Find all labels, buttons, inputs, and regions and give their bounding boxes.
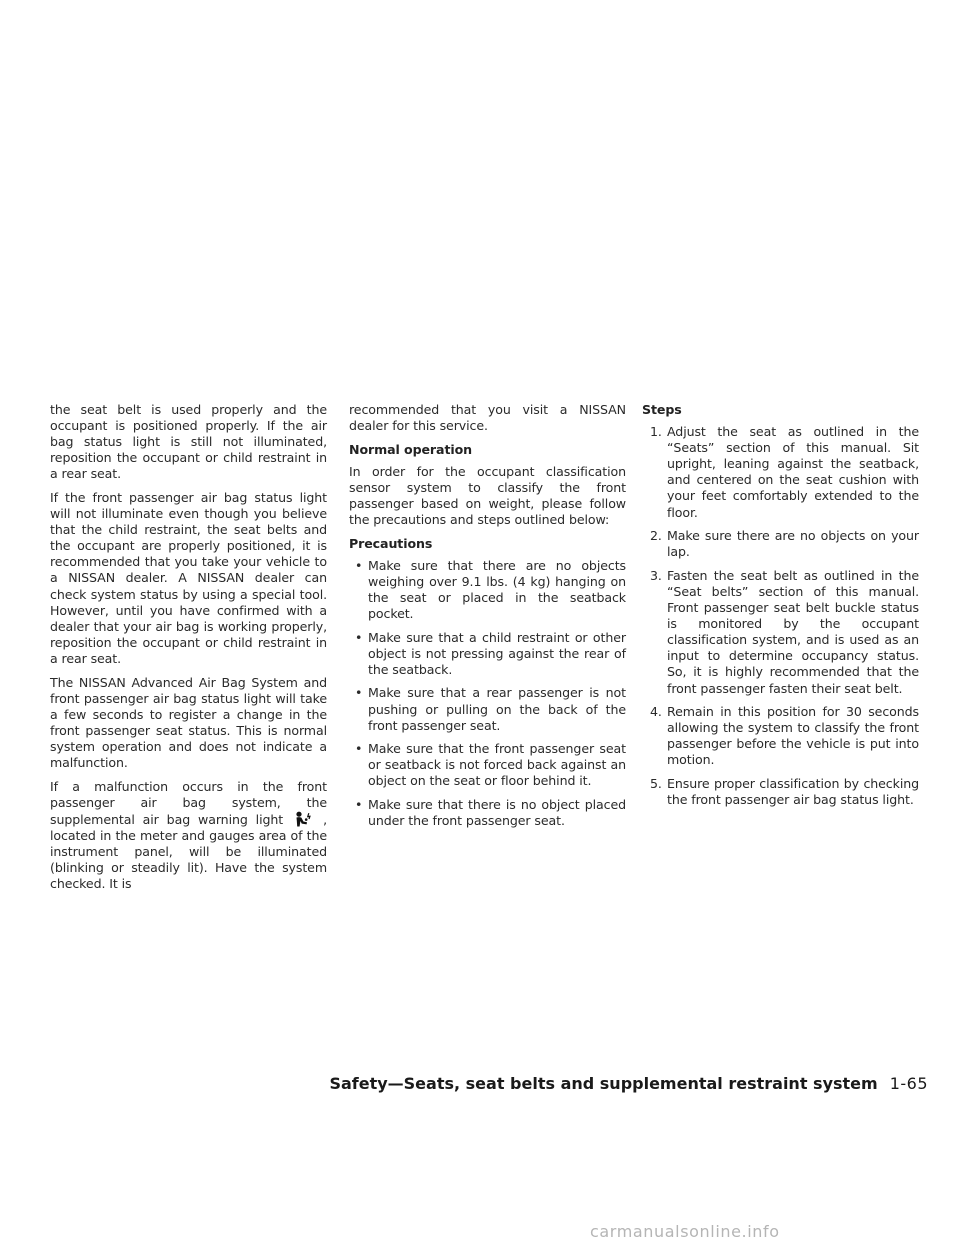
paragraph: recommended that you visit a NISSAN dealer for this service. bbox=[349, 402, 626, 434]
step-text: Adjust the seat as outlined in the “Seats” section of this manual. Sit upright, leaning against the seatback, and centered on the seat cushion with your feet comfortably extended to the floor. bbox=[667, 424, 919, 520]
list-item bbox=[349, 685, 626, 733]
paragraph: If the front passenger air bag status light will not illuminate even though you believe that the child restraint, the seat belts and the occupant are properly positioned, it is recommended that you take your vehicle to a NISSAN dealer. A NISSAN dealer can check system status by using a special tool. However, until you have confirmed with a dealer that your air bag is working properly, reposition the occupant or child restraint in a rear seat. bbox=[50, 489, 327, 666]
page-footer bbox=[329, 1074, 928, 1093]
step-item bbox=[642, 776, 919, 808]
step-number: 5. bbox=[650, 775, 662, 791]
list-item-text: Make sure that a rear passenger is not pushing or pulling on the back of the front passenger seat. bbox=[368, 685, 626, 733]
airbag-warning-icon bbox=[293, 811, 315, 827]
step-number: 4. bbox=[650, 704, 662, 720]
list-item-text: Make sure that there are no objects weighing over 9.1 lbs. (4 kg) hanging on the seat or placed in the seatback pocket. bbox=[368, 557, 626, 622]
step-item bbox=[642, 704, 919, 768]
bullet-icon: • bbox=[355, 629, 363, 645]
step-text: Fasten the seat belt as outlined in the “Seat belts” section of this manual. Front passenger seat belt buckle status is monitored by the occupant classification system, and is used as an input to determine occupancy status. So, it is highly recommended that the front passenger fasten their seat belt. bbox=[667, 567, 919, 696]
bullet-icon: • bbox=[355, 557, 363, 573]
precautions-heading: Precautions bbox=[349, 535, 433, 551]
bullet-icon: • bbox=[355, 796, 363, 812]
steps-heading: Steps bbox=[642, 402, 682, 417]
malfunction-paragraph bbox=[50, 779, 327, 893]
paragraph: the seat belt is used properly and the occupant is positioned properly. If the air bag status light is still not illuminated, reposition the occupant or child restraint in a rear seat. bbox=[50, 402, 327, 482]
column-1 bbox=[50, 402, 327, 900]
paragraph: The NISSAN Advanced Air Bag System and front passenger air bag status light will take a few seconds to register a change in the front passenger seat status. This is normal system operation and does not indicate a malfunction. bbox=[50, 674, 327, 770]
list-item-text: Make sure that there is no object placed under the front passenger seat. bbox=[368, 796, 626, 829]
column-2 bbox=[349, 402, 626, 837]
list-item bbox=[349, 630, 626, 678]
paragraph-text: If a malfunction occurs in the front passenger air bag system, the supplemental air bag warning light bbox=[50, 778, 327, 827]
step-text: Ensure proper classification by checking the front passenger air bag status light. bbox=[667, 775, 919, 808]
step-item bbox=[642, 424, 919, 521]
page-number: 1-65 bbox=[889, 1074, 928, 1093]
list-item-text: Make sure that the front passenger seat or seatback is not forced back against an object on the seat or floor behind it. bbox=[368, 741, 626, 789]
step-text: Remain in this position for 30 seconds allowing the system to classify the front passenger before the vehicle is put into motion. bbox=[667, 704, 919, 768]
list-item bbox=[349, 558, 626, 622]
list-item bbox=[349, 741, 626, 789]
step-item bbox=[642, 528, 919, 560]
column-3 bbox=[642, 402, 919, 816]
list-item bbox=[349, 797, 626, 829]
watermark: carmanualsonline.info bbox=[590, 1222, 780, 1241]
steps-list bbox=[642, 424, 919, 808]
bullet-icon: • bbox=[355, 741, 363, 757]
step-number: 3. bbox=[650, 567, 662, 583]
list-item-text: Make sure that a child restraint or other object is not pressing against the rear of the seatback. bbox=[368, 629, 626, 677]
bullet-icon: • bbox=[355, 685, 363, 701]
step-number: 2. bbox=[650, 528, 662, 544]
section-title: Safety—Seats, seat belts and supplemental restraint system bbox=[329, 1074, 878, 1093]
paragraph: In order for the occupant classification sensor system to classify the front passenger based on weight, please follow the precautions and steps outlined below: bbox=[349, 463, 626, 528]
step-text: Make sure there are no objects on your lap. bbox=[667, 528, 919, 560]
paragraph-text: , located in the meter and gauges area of the instrument panel, will be illuminated (blinking or steadily lit). Have the system checked. It is bbox=[50, 811, 327, 892]
normal-operation-heading: Normal operation bbox=[349, 441, 472, 457]
precautions-list bbox=[349, 558, 626, 829]
step-number: 1. bbox=[650, 424, 662, 440]
step-item bbox=[642, 568, 919, 697]
